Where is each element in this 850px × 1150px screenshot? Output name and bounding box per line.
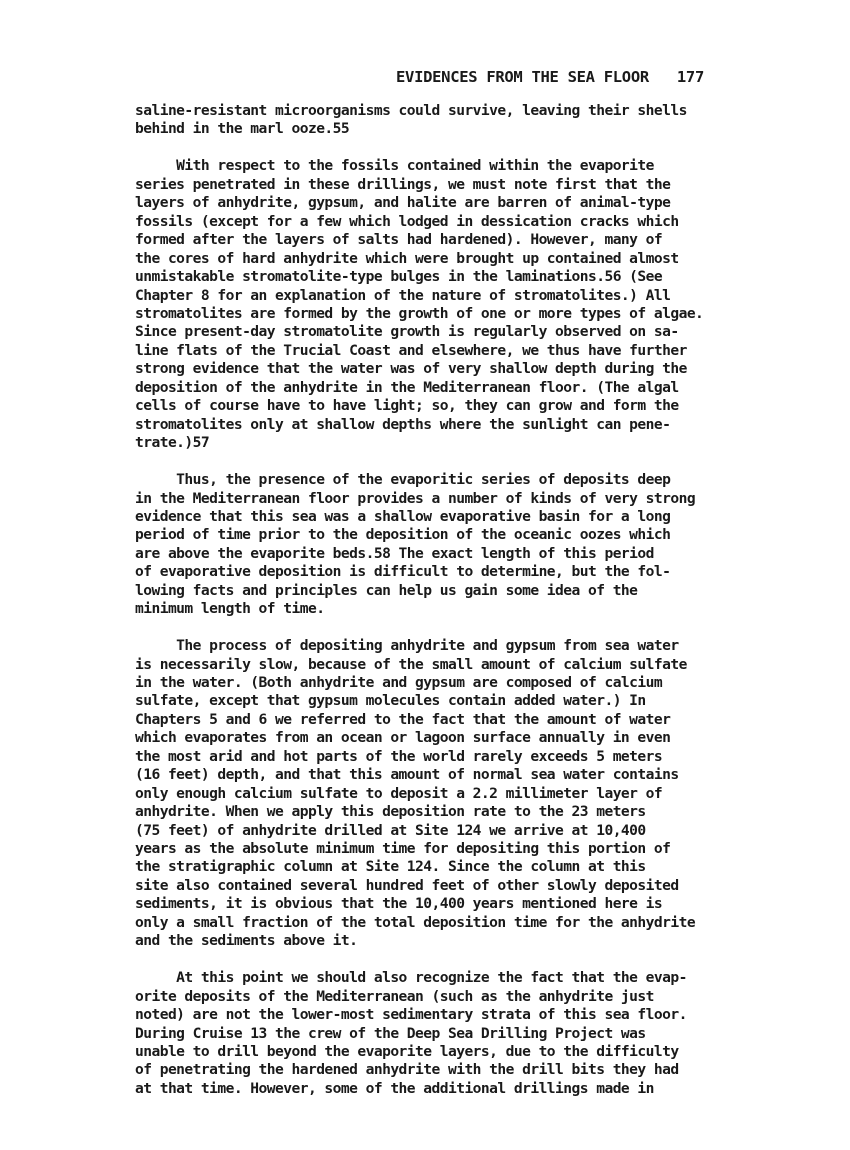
text-line: The process of depositing anhydrite and gypsum from sea water [135,637,679,655]
paragraph [135,102,735,139]
text-line: are above the evaporite beds.58 The exact length of this period [135,544,654,562]
text-line: years as the absolute minimum time for depositing this portion of [135,839,671,857]
text-line: Thus, the presence of the evaporitic series of deposits deep [135,471,671,489]
paragraph [135,157,735,452]
text-line: which evaporates from an ocean or lagoon surface annually in even [135,729,671,747]
text-line: During Cruise 13 the crew of the Deep Sea Drilling Project was [135,1024,646,1042]
text-line: stromatolites only at shallow depths where the sunlight can pene- [135,415,671,433]
text-line: (16 feet) depth, and that this amount of normal sea water contains [135,766,679,784]
text-line: anhydrite. When we apply this deposition rate to the 23 meters [135,803,646,821]
text-line: only a small fraction of the total deposition time for the anhydrite [135,913,696,931]
text-line: site also contained several hundred feet of other slowly deposited [135,876,679,894]
text-line: fossils (except for a few which lodged in dessication cracks which [135,212,679,230]
text-line: the stratigraphic column at Site 124. Since the column at this [135,858,646,876]
text-line: strong evidence that the water was of very shallow depth during the [135,360,687,378]
text-line: Since present-day stromatolite growth is regularly observed on sa- [135,323,679,341]
paragraph [135,637,735,950]
text-line: orite deposits of the Mediterranean (such as the anhydrite just [135,987,654,1005]
text-line: and the sediments above it. [135,932,358,950]
text-line: trate.)57 [135,434,210,452]
text-line: the cores of hard anhydrite which were brought up contained almost [135,249,679,267]
text-line: of penetrating the hardened anhydrite with the drill bits they had [135,1061,679,1079]
text-line: unable to drill beyond the evaporite layers, due to the difficulty [135,1042,679,1060]
text-line: behind in the marl ooze.55 [135,120,350,138]
text-line: in the water. (Both anhydrite and gypsum are composed of calcium [135,674,663,692]
text-line: Chapter 8 for an explanation of the nature of stromatolites.) All [135,286,671,304]
text-line: at that time. However, some of the additional drillings made in [135,1079,654,1097]
text-line: in the Mediterranean floor provides a number of kinds of very strong [135,489,696,507]
text-line: formed after the layers of salts had hardened). However, many of [135,231,663,249]
running-header [396,68,706,86]
text-line: lowing facts and principles can help us gain some idea of the [135,581,638,599]
text-line: sediments, it is obvious that the 10,400 years mentioned here is [135,895,663,913]
text-line: At this point we should also recognize the fact that the evap- [135,969,687,987]
text-line: the most arid and hot parts of the world rarely exceeds 5 meters [135,747,663,765]
running-title: EVIDENCES FROM THE SEA FLOOR [396,68,649,86]
text-line: deposition of the anhydrite in the Mediterranean floor. (The algal [135,378,679,396]
text-line: sulfate, except that gypsum molecules contain added water.) In [135,692,646,710]
paragraph [135,969,735,1098]
text-line: stromatolites are formed by the growth of one or more types of algae. [135,304,704,322]
paragraph [135,471,735,619]
text-line: (75 feet) of anhydrite drilled at Site 124 we arrive at 10,400 [135,821,646,839]
text-line: of evaporative deposition is difficult to determine, but the fol- [135,563,671,581]
text-line: With respect to the fossils contained within the evaporite [135,157,654,175]
text-line: only enough calcium sulfate to deposit a 2.2 millimeter layer of [135,784,663,802]
text-line: line flats of the Trucial Coast and elsewhere, we thus have further [135,341,687,359]
text-line: cells of course have to have light; so, they can grow and form the [135,397,679,415]
text-line: series penetrated in these drillings, we must note first that the [135,175,671,193]
text-line: unmistakable stromatolite-type bulges in the laminations.56 (See [135,268,663,286]
text-line: evidence that this sea was a shallow evaporative basin for a long [135,507,671,525]
text-line: layers of anhydrite, gypsum, and halite are barren of animal-type [135,194,671,212]
text-line: Chapters 5 and 6 we referred to the fact that the amount of water [135,710,671,728]
body-text [135,102,735,1117]
page-number: 177 [676,68,704,86]
text-line: period of time prior to the deposition of the oceanic oozes which [135,526,671,544]
text-line: noted) are not the lower-most sedimentary strata of this sea floor. [135,1006,687,1024]
text-line: minimum length of time. [135,600,325,618]
text-line: saline-resistant microorganisms could survive, leaving their shells [135,102,687,119]
text-line: is necessarily slow, because of the small amount of calcium sulfate [135,655,687,673]
